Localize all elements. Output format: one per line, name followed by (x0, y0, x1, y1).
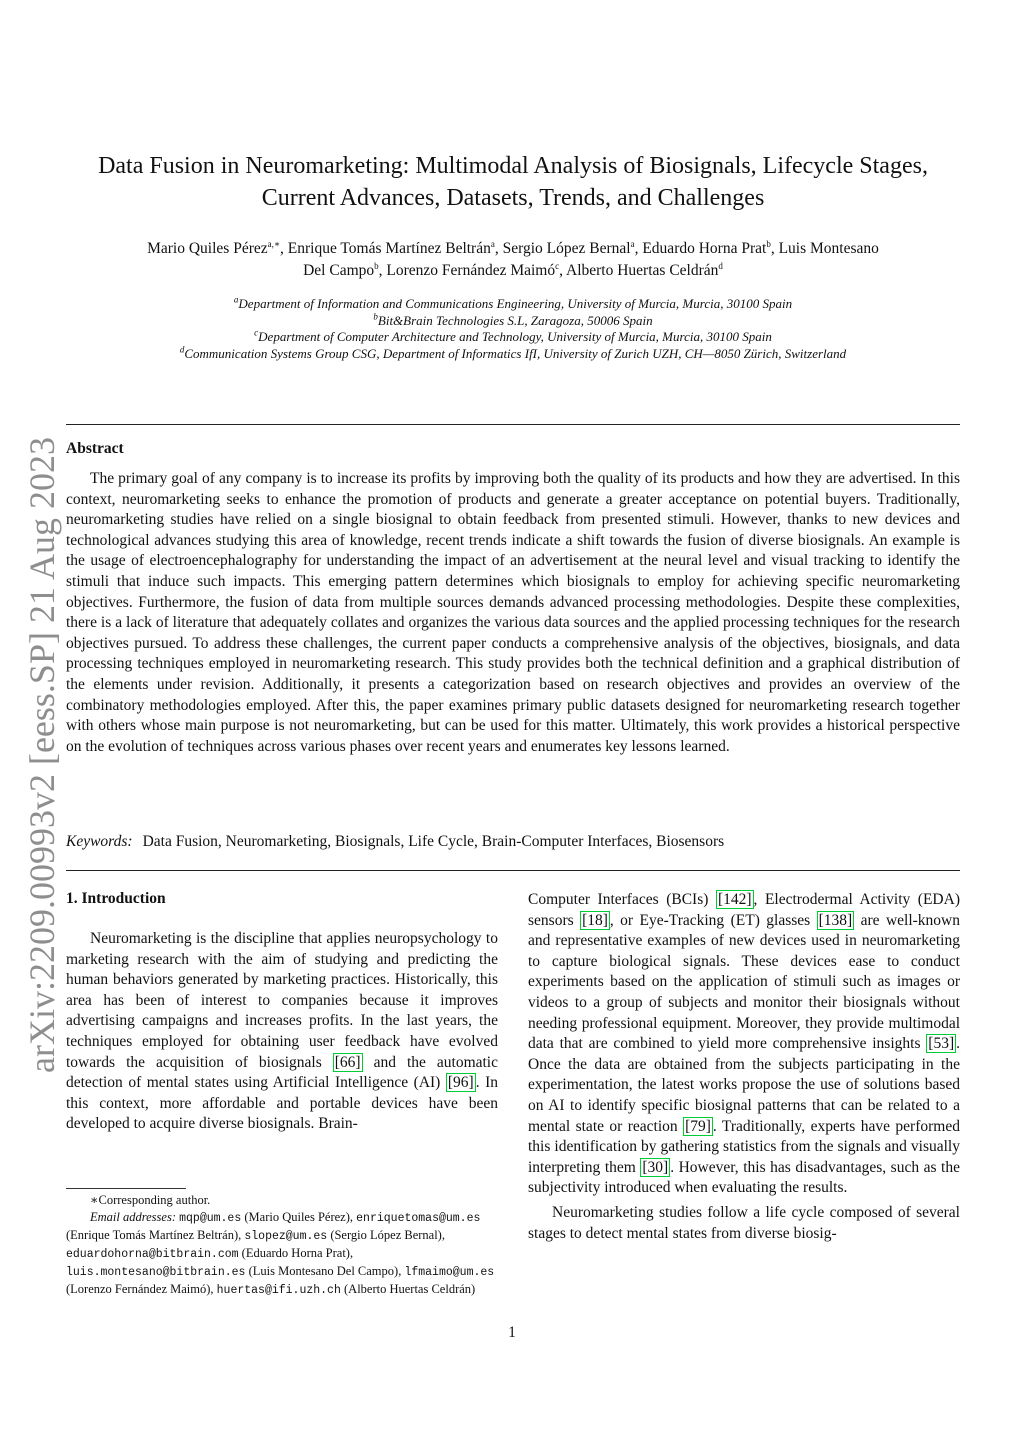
footnote (66, 1192, 498, 1299)
email-link[interactable]: eduardohorna@bitbrain.com (66, 1248, 239, 1261)
affiliation-list (66, 296, 960, 362)
author-name: Lorenzo Fernández Maimó (386, 262, 556, 279)
title-line-2: Current Advances, Datasets, Trends, and Challenges (261, 185, 765, 211)
author-name: Mario Quiles Pérez (147, 240, 268, 257)
email-owner: (Lorenzo Fernández Maimó), (66, 1282, 214, 1296)
author-affil-mark: b (766, 238, 771, 249)
keywords-label: Keywords: (66, 833, 133, 850)
footnote-rule (66, 1188, 186, 1189)
affiliation-text: Communication Systems Group CSG, Department of Informatics IfI, University of Zurich UZH, CH—8050 Zürich, Switzerland (184, 345, 847, 361)
email-link[interactable]: luis.montesano@bitbrain.es (66, 1266, 246, 1279)
affiliation-a (66, 296, 960, 313)
left-column (66, 929, 498, 1135)
author-affil-mark: a (630, 238, 635, 249)
text-run: . However, this has disadvantages, such as the subjectivity introduced when evaluating the results. (528, 1158, 960, 1197)
text-run: and the automatic detection of mental states using Artificial Intelligence (AI) (66, 1053, 498, 1092)
abstract-top-rule (66, 424, 960, 425)
email-owner: (Luis Montesano Del Campo), (248, 1264, 402, 1278)
author-name-part: Del Campo (303, 262, 375, 279)
citation-link[interactable]: [18] (582, 911, 608, 929)
citation-link[interactable]: [30] (642, 1158, 669, 1176)
abstract-bottom-rule (66, 870, 960, 871)
citation-link[interactable]: [96] (447, 1074, 474, 1092)
abstract-heading: Abstract (66, 440, 124, 457)
author-affil-mark: b (374, 260, 379, 271)
email-list (66, 1209, 498, 1299)
affiliation-key: d (179, 344, 185, 355)
arxiv-stamp: arXiv:2209.00993v2 [eess.SP] 21 Aug 2023 (22, 437, 62, 1073)
text-run: , or Eye-Tracking (ET) glasses (609, 911, 817, 929)
keywords-text: Data Fusion, Neuromarketing, Biosignals, Life Cycle, Brain-Computer Interfaces, Biosensors (142, 833, 725, 850)
affiliation-b (66, 313, 960, 330)
text-run: . Traditionally, experts have performed this identification by gathering statistics from the signals and visually interpreting them (528, 1117, 960, 1176)
text-run: . In this context, more affordable and portable devices have been developed to acquire diverse biosignals. Brain- (66, 1074, 498, 1133)
author-name: Sergio López Bernal (502, 240, 631, 257)
citation-link[interactable]: [53] (928, 1035, 955, 1053)
paper-title (66, 150, 960, 214)
corresponding-author-note: ∗Corresponding author. (90, 1193, 211, 1207)
affiliation-key: a (233, 294, 239, 305)
email-owner: (Alberto Huertas Celdrán) (344, 1282, 476, 1296)
email-link[interactable]: enriquetomas@um.es (356, 1212, 481, 1225)
author-name: Enrique Tomás Martínez Beltrán (287, 240, 491, 257)
text-run: Neuromarketing is the discipline that applies neuropsychology to marketing research with the aim of studying and predicting the human behaviors generated by marketing practices. Historically, this area has been of interest to companies because it improves advertising campaigns and increases profits. In the last years, the techniques employed for obtaining user feedback have evolved towards the acquisition of biosignals (66, 930, 498, 1071)
right-column (528, 890, 960, 1244)
email-link[interactable]: huertas@ifi.uzh.ch (216, 1284, 341, 1297)
section-heading: 1. Introduction (66, 890, 166, 907)
affiliation-text: Bit&Brain Technologies S.L, Zaragoza, 50006 Spain (377, 312, 653, 328)
text-run: are well-known and representative examples of new devices used in neuromarketing to capture biological signals. These devices ease to conduct experiments based on the application of stimuli such as images or videos to a group of subjects and monitor their biosignals without needing professional equipment. Moreover, they provide multimodal data that are combined to yield more comprehensive insights (528, 911, 960, 1053)
text-run: , Electrodermal Activity (EDA) sensors (528, 891, 960, 929)
affiliation-text: Department of Information and Communications Engineering, University of Murcia, Murcia, 30100 Spain (238, 296, 793, 311)
author-name: Eduardo Horna Prat (642, 240, 767, 257)
affiliation-text: Department of Computer Architecture and Technology, University of Murcia, Murcia, 30100 Spain (258, 329, 772, 344)
affiliation-key: b (373, 311, 378, 322)
author-list (66, 238, 960, 282)
text-run: Computer Interfaces (BCIs) (528, 891, 716, 908)
email-owner: (Sergio López Bernal), (330, 1228, 445, 1242)
author-affil-mark: d (718, 260, 723, 271)
email-owner: (Eduardo Horna Prat), (241, 1246, 354, 1260)
intro-paragraph-1-continued (528, 890, 960, 1199)
email-link[interactable]: lfmaimo@um.es (404, 1266, 495, 1279)
email-label: Email addresses: (90, 1210, 176, 1224)
author-affil-mark: a (490, 238, 495, 249)
author-name-part: Luis Montesano (778, 240, 879, 257)
citation-link[interactable]: [79] (685, 1117, 711, 1135)
authors-line-2: Del Campo$^b$, Lorenzo Fernández Maimó$^c$, Alberto Huertas Celdrán$^d$ (303, 260, 723, 279)
citation-link[interactable]: [142] (717, 891, 752, 908)
abstract-body: The primary goal of any company is to increase its profits by improving both the quality of its products and how they are advertised. In this context, neuromarketing seeks to enhance the promotion of products and generate a greater acceptance on potential buyers. Traditionally, neuromarketing studies have relied on a single biosignal to obtain feedback from presented stimuli. However, thanks to new devices and technological advances studying this area of knowledge, recent trends indicate a shift towards the fusion of diverse biosignals. An example is the usage of electroencephalography for understanding the impact of an advertisement at the neural level and visual tracking to identify the stimuli that induce such impacts. This emerging pattern determines which biosignals to employ for achieving specific neuromarketing objectives. Furthermore, the fusion of data from multiple sources demands advanced processing methodologies. Despite these complexities, there is a lack of literature that adequately collates and organizes the various data sources and the applied processing techniques for the research objectives pursued. To address these challenges, the current paper conducts a comprehensive analysis of the objectives, biosignals, and data processing techniques employed in neuromarketing research. This study provides both the technical definition and a graphical distribution of the elements under revision. Additionally, it presents a categorization based on research objectives and provides an overview of the combinatory methodologies employed. After this, the paper examines primary public datasets designed for neuromarketing research together with others whose main purpose is not neuromarketing, but can be used for this matter. Ultimately, this work provides a historical perspective on the evolution of techniques across various phases over recent years and enumerates key lessons learned. (66, 470, 960, 755)
affiliation-d (66, 346, 960, 363)
title-line-1: Data Fusion in Neuromarketing: Multimodal Analysis of Biosignals, Lifecycle Stages, (98, 153, 928, 179)
affiliation-c (66, 329, 960, 346)
email-owner: (Enrique Tomás Martínez Beltrán), (66, 1228, 242, 1242)
intro-paragraph-1 (66, 929, 498, 1135)
email-link[interactable]: slopez@um.es (244, 1230, 328, 1243)
author-affil-mark: c (555, 260, 560, 271)
text-run: . Once the data are obtained from the subjects participating in the experimentation, the latest works propose the use of solutions based on AI to identify specific biosignal patterns that can be related to a mental state or reaction (528, 1035, 960, 1135)
citation-link[interactable]: [138] (818, 911, 853, 929)
affiliation-key: c (254, 327, 259, 338)
intro-paragraph-2: Neuromarketing studies follow a life cycle composed of several stages to detect mental states from diverse biosig- (528, 1203, 960, 1242)
email-owner: (Mario Quiles Pérez), (244, 1210, 354, 1224)
keywords (66, 832, 724, 852)
author-name: Alberto Huertas Celdrán (566, 262, 719, 279)
email-link[interactable]: mqp@um.es (179, 1212, 242, 1225)
citation-link[interactable]: [66] (334, 1053, 361, 1071)
page-number: 1 (508, 1324, 516, 1341)
author-affil-mark: a,∗ (267, 238, 281, 249)
authors-line-1: Mario Quiles Pérez$^{a,∗}$, Enrique Tomás Martínez Beltrán$^a$, Sergio López Bernal$^a$, Eduardo Horna Prat$^b$, Luis Montesano (147, 238, 879, 257)
